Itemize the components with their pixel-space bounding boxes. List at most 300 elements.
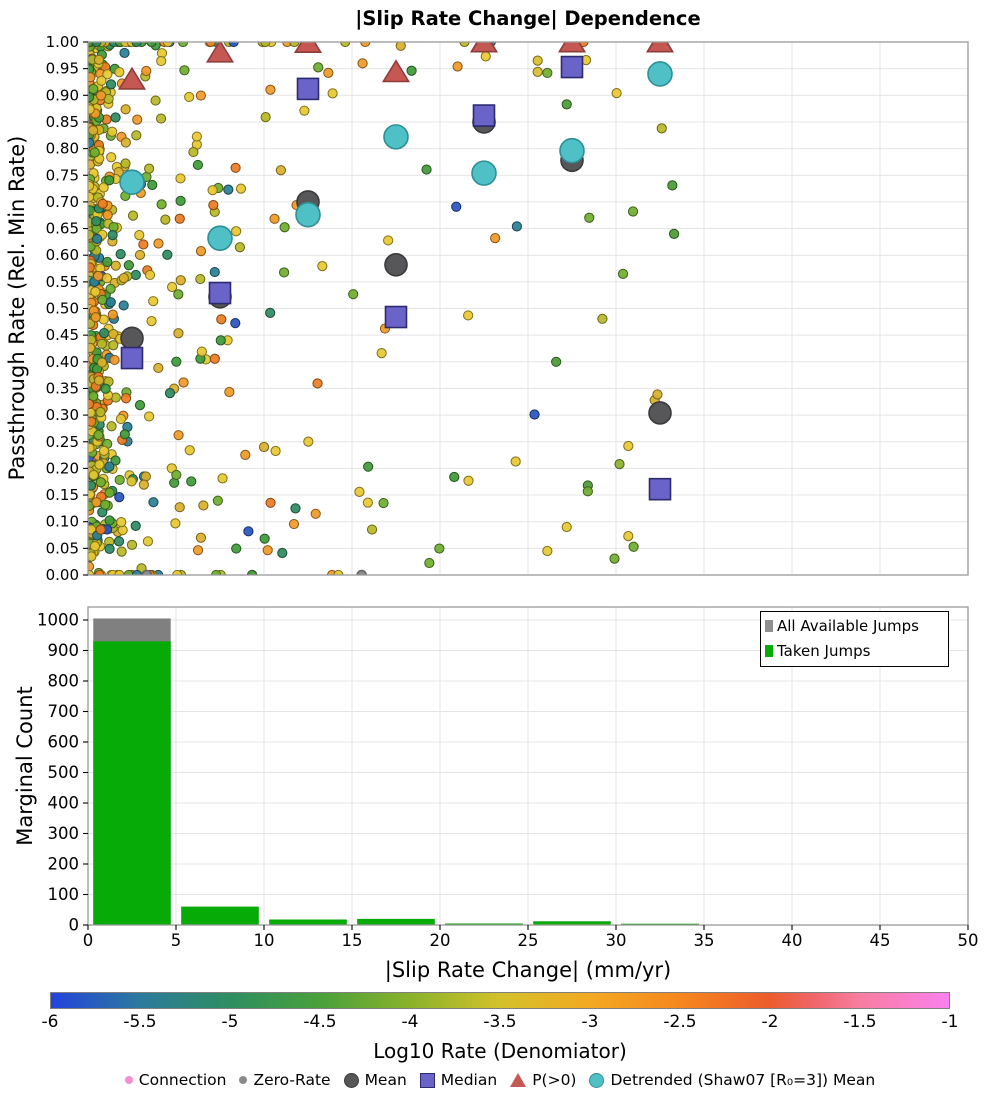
colorbar-tick-label: -2: [761, 1012, 779, 1032]
connection-point: [135, 231, 144, 240]
connection-point: [185, 446, 194, 455]
detrended-circle-icon: [589, 1073, 604, 1088]
hist-xlabel: |Slip Rate Change| (mm/yr): [384, 958, 672, 982]
connection-point: [180, 66, 189, 75]
connection-point: [105, 516, 114, 525]
connection-point: [85, 490, 94, 499]
connection-point: [111, 261, 120, 270]
connection-point: [110, 355, 119, 364]
tick-label: 0.00: [45, 566, 79, 584]
connection-point: [384, 236, 393, 245]
connection-point: [669, 229, 678, 238]
connection-point: [149, 498, 158, 507]
tick-label: 0.90: [45, 86, 79, 105]
connection-point: [85, 443, 94, 452]
tick-label: 0.65: [45, 219, 79, 238]
tick-label: 0.95: [45, 59, 79, 78]
connection-point: [100, 329, 109, 338]
connection-point: [213, 496, 222, 505]
connection-point: [585, 213, 594, 222]
p-0--marker: [383, 61, 408, 82]
tick-label: 300: [47, 824, 79, 843]
connection-point: [84, 192, 93, 201]
connection-point: [562, 522, 571, 531]
colorbar-tick-label: -6: [41, 1012, 59, 1032]
tick-label: 0.45: [45, 326, 79, 345]
connection-point: [318, 262, 327, 271]
connection-point: [491, 234, 500, 243]
connection-point: [131, 521, 140, 530]
connection-point: [241, 450, 250, 459]
tick-label: 0.10: [45, 512, 79, 531]
p-gt-0-triangle-icon: [510, 1073, 526, 1087]
connection-point: [629, 542, 638, 551]
detrended-shaw07-r-3-mean-marker: [472, 161, 496, 185]
connection-point: [143, 537, 152, 546]
connection-point: [291, 504, 300, 513]
detrended-shaw07-r-3-mean-marker: [384, 125, 408, 149]
tick-label: 600: [47, 732, 79, 752]
median-marker: [298, 78, 319, 99]
connection-point: [196, 274, 205, 283]
connection-point: [114, 537, 123, 546]
connection-point: [358, 59, 367, 68]
tick-label: 1000: [37, 610, 79, 630]
connection-point: [435, 544, 444, 553]
connection-point: [127, 540, 136, 549]
connection-point: [324, 68, 333, 77]
connection-point: [131, 270, 140, 279]
connection-point: [97, 358, 106, 367]
tick-label: 0.20: [45, 459, 79, 478]
connection-point: [452, 202, 461, 211]
connection-point: [562, 100, 571, 109]
connection-point: [379, 498, 388, 507]
connection-point: [156, 114, 165, 123]
connection-point: [216, 336, 225, 345]
connection-point: [95, 460, 104, 469]
connection-point: [115, 475, 124, 484]
mean-marker: [649, 402, 671, 424]
connection-point: [266, 498, 275, 507]
detrended-shaw07-r-3-mean-marker: [120, 170, 144, 194]
connection-point: [668, 181, 677, 190]
tick-label: 900: [47, 641, 79, 660]
connection-point: [530, 410, 539, 419]
tick-label: 1.00: [45, 33, 79, 51]
tick-label: 0: [82, 931, 94, 950]
connection-point: [151, 96, 160, 105]
detrended-shaw07-r-3-mean-marker: [648, 62, 672, 86]
connection-point: [145, 164, 154, 173]
connection-point: [552, 357, 561, 366]
legend-item-zero-rate: [239, 1071, 330, 1089]
tick-label: 0.05: [45, 539, 79, 558]
connection-point: [276, 166, 285, 175]
connection-point: [119, 273, 128, 282]
connection-point: [145, 270, 154, 279]
legend-item-median: [420, 1071, 497, 1089]
connection-point: [132, 131, 141, 140]
tick-label: 0.35: [45, 379, 79, 398]
connection-point: [145, 412, 154, 421]
tick-label: 0.60: [45, 246, 79, 265]
connection-point: [135, 250, 144, 259]
connection-point: [165, 389, 174, 398]
tick-label: 40: [781, 931, 803, 950]
connection-point: [453, 62, 462, 71]
connection-point: [232, 227, 241, 236]
connection-point: [174, 290, 183, 299]
connection-point: [116, 414, 125, 423]
connection-point: [628, 207, 637, 216]
colorbar-tick-label: -5.5: [123, 1012, 157, 1032]
connection-point: [142, 66, 151, 75]
colorbar-tick-label: -4.5: [303, 1012, 337, 1032]
legend-label: Detrended (Shaw07 [R₀=3]) Mean: [610, 1071, 876, 1089]
connection-point: [94, 376, 103, 385]
connection-point: [231, 319, 240, 328]
connection-point: [377, 349, 386, 358]
median-marker: [386, 307, 407, 328]
connection-point: [300, 106, 309, 115]
tick-label: 45: [869, 931, 891, 950]
tick-label: 800: [47, 671, 79, 691]
connection-point: [115, 68, 124, 77]
connection-point: [193, 546, 202, 555]
hist-legend-item-taken: [765, 640, 944, 662]
connection-point: [139, 240, 148, 249]
legend-label: P(>0): [532, 1071, 577, 1089]
connection-point: [108, 127, 117, 136]
connection-point: [120, 48, 129, 57]
tick-label: 20: [429, 931, 451, 950]
connection-point: [97, 339, 106, 348]
tick-label: 400: [47, 793, 79, 813]
connection-point: [261, 113, 270, 122]
connection-point: [266, 85, 275, 94]
connection-point: [189, 147, 198, 156]
connection-point: [163, 250, 172, 259]
hist-legend: [760, 611, 949, 667]
tick-label: 700: [47, 702, 79, 721]
connection-point: [105, 462, 114, 471]
connection-point: [266, 308, 275, 317]
median-square-icon: [420, 1073, 435, 1088]
connection-point: [259, 442, 268, 451]
scatter-ylabel: Passthrough Rate (Rel. Min Rate): [5, 135, 29, 481]
p-0--marker: [559, 31, 584, 52]
connection-point: [85, 263, 94, 272]
connection-point: [657, 124, 666, 133]
colorbar-tick-label: -4: [401, 1012, 419, 1032]
connection-point: [147, 317, 156, 326]
median-marker: [122, 348, 143, 369]
figure-legend: [0, 1071, 1000, 1089]
mean-circle-icon: [344, 1073, 359, 1088]
connection-point: [176, 174, 185, 183]
connection-point: [85, 105, 94, 114]
connection-point: [225, 387, 234, 396]
connection-point: [154, 363, 163, 372]
tick-label: 500: [47, 763, 79, 782]
connection-point: [94, 430, 103, 439]
chart-title: |Slip Rate Change| Dependence: [355, 7, 701, 30]
connection-point: [224, 185, 233, 194]
connection-point: [92, 217, 101, 226]
tick-label: 100: [47, 885, 79, 904]
connection-point: [121, 159, 130, 168]
connection-point: [235, 243, 244, 252]
connection-point: [280, 268, 289, 277]
connection-point: [289, 519, 298, 528]
colorbar-tick-label: -1.5: [843, 1012, 877, 1032]
connection-point: [450, 472, 459, 481]
hist-legend-label: Taken Jumps: [777, 642, 871, 660]
connection-point: [217, 315, 226, 324]
detrended-shaw07-r-3-mean-marker: [208, 226, 232, 250]
legend-label: Connection: [138, 1071, 227, 1089]
connection-point: [107, 153, 116, 162]
connection-point: [364, 462, 373, 471]
connection-point: [128, 211, 137, 220]
connection-point: [90, 148, 99, 157]
connection-point: [367, 525, 376, 534]
bar-taken-jumps: [357, 919, 434, 925]
connection-point: [172, 357, 181, 366]
connection-point: [280, 223, 289, 232]
connection-point: [196, 247, 205, 256]
mean-marker: [385, 254, 407, 276]
connection-point: [512, 222, 521, 231]
connection-point: [185, 92, 194, 101]
connection-point: [94, 55, 103, 64]
connection-point: [103, 210, 112, 219]
connection-point: [124, 261, 133, 270]
connection-point: [231, 163, 240, 172]
connection-point: [349, 290, 358, 299]
connection-point: [218, 474, 227, 483]
tick-label: 0.15: [45, 486, 79, 505]
connection-point: [96, 91, 105, 100]
legend-label: Zero-Rate: [253, 1071, 331, 1089]
connection-point: [105, 544, 114, 553]
connection-point: [175, 214, 184, 223]
tick-label: 15: [341, 931, 363, 950]
connection-point: [176, 196, 185, 205]
connection-dot-icon: [125, 1076, 133, 1084]
connection-point: [174, 431, 183, 440]
connection-point: [598, 314, 607, 323]
connection-point: [355, 487, 364, 496]
connection-point: [232, 544, 241, 553]
connection-point: [197, 347, 206, 356]
median-marker: [562, 57, 583, 78]
detrended-shaw07-r-3-mean-marker: [296, 203, 320, 227]
connection-point: [196, 91, 205, 100]
tick-label: 0.80: [45, 139, 79, 158]
legend-label: Median: [440, 1071, 498, 1089]
connection-point: [533, 56, 542, 65]
connection-point: [618, 269, 627, 278]
connection-point: [89, 470, 98, 479]
connection-point: [481, 52, 490, 61]
tick-label: 50: [957, 931, 979, 950]
hist-legend-item-all-available: [765, 615, 944, 637]
connection-point: [260, 534, 269, 543]
connection-point: [90, 542, 99, 551]
connection-point: [612, 89, 621, 98]
connection-point: [270, 214, 279, 223]
connection-point: [96, 525, 105, 534]
mean-marker: [121, 327, 143, 349]
connection-point: [314, 63, 323, 72]
detrended-shaw07-r-3-mean-marker: [560, 139, 584, 163]
connection-point: [149, 297, 158, 306]
colorbar-tick-label: -3: [581, 1012, 599, 1032]
connection-point: [99, 446, 108, 455]
colorbar-tick-label: -2.5: [663, 1012, 697, 1032]
connection-point: [97, 76, 106, 85]
connection-point: [175, 503, 184, 512]
tick-label: 0.85: [45, 112, 79, 131]
connection-point: [624, 441, 633, 450]
bar-taken-jumps: [93, 641, 170, 925]
connection-point: [236, 184, 245, 193]
connection-point: [148, 180, 157, 189]
median-marker: [650, 479, 671, 500]
connection-point: [154, 239, 163, 248]
connection-point: [157, 56, 166, 65]
connection-point: [106, 284, 115, 293]
connection-point: [610, 554, 619, 563]
connection-point: [278, 548, 287, 557]
connection-point: [84, 93, 93, 102]
connection-point: [120, 430, 129, 439]
tick-label: 0.75: [45, 166, 79, 185]
connection-point: [121, 394, 130, 403]
connection-point: [193, 160, 202, 169]
tick-label: 30: [605, 931, 627, 950]
connection-point: [533, 67, 542, 76]
connection-point: [543, 68, 552, 77]
connection-point: [111, 113, 120, 122]
colorbar-label: Log10 Rate (Denomiator): [373, 1039, 627, 1063]
connection-point: [192, 132, 201, 141]
legend-item-connection: [125, 1071, 227, 1089]
connection-point: [105, 176, 114, 185]
connection-point: [174, 329, 183, 338]
p-0--marker: [647, 31, 672, 52]
tick-label: 0.40: [45, 352, 79, 371]
hist-legend-label: All Available Jumps: [777, 617, 919, 635]
connection-point: [98, 295, 107, 304]
connection-point: [271, 446, 280, 455]
tick-label: 10: [253, 931, 275, 950]
tick-label: 5: [170, 931, 182, 950]
connection-point: [101, 500, 110, 509]
connection-point: [263, 546, 272, 555]
connection-point: [84, 399, 93, 408]
tick-label: 0: [68, 915, 79, 935]
connection-point: [139, 480, 148, 489]
colorbar-tick-label: -5: [221, 1012, 239, 1032]
taken-jumps-swatch-icon: [765, 645, 773, 657]
connection-point: [101, 384, 110, 393]
hist-bars-layer: [93, 618, 698, 925]
connection-point: [84, 181, 93, 190]
connection-point: [422, 165, 431, 174]
connection-point: [115, 493, 124, 502]
connection-point: [187, 477, 196, 486]
colorbar-tick-label: -1: [941, 1012, 959, 1032]
connection-point: [84, 562, 93, 571]
connection-point: [86, 408, 95, 417]
connection-point: [107, 422, 116, 431]
tick-label: 0.55: [45, 272, 79, 291]
connection-point: [167, 282, 176, 291]
connection-point: [208, 186, 217, 195]
connection-point: [88, 126, 97, 135]
connection-point: [92, 498, 101, 507]
connection-point: [199, 501, 208, 510]
connection-point: [98, 199, 107, 208]
connection-point: [85, 138, 94, 147]
connection-point: [210, 267, 219, 276]
connection-point: [583, 487, 592, 496]
connection-point: [119, 301, 128, 310]
connection-point: [511, 457, 520, 466]
connection-point: [196, 533, 205, 542]
connection-point: [121, 138, 130, 147]
connection-point: [304, 437, 313, 446]
all-available-jumps-swatch-icon: [765, 620, 773, 632]
hist-ylabel: Marginal Count: [13, 686, 37, 846]
median-marker: [474, 105, 495, 126]
connection-point: [96, 478, 105, 487]
tick-label: 25: [517, 931, 539, 950]
connection-point: [161, 215, 170, 224]
connection-point: [615, 460, 624, 469]
connection-point: [86, 73, 95, 82]
connection-point: [311, 509, 320, 518]
connection-point: [127, 477, 136, 486]
connection-point: [172, 470, 181, 479]
connection-point: [117, 547, 126, 556]
connection-point: [106, 298, 115, 307]
scatter-summary-layer: [119, 31, 672, 580]
connection-point: [133, 115, 142, 124]
connection-point: [543, 546, 552, 555]
zero-rate-dot-icon: [239, 1076, 247, 1084]
tick-label: 0.50: [45, 299, 79, 318]
connection-point: [653, 390, 662, 399]
legend-item-detrended: [589, 1071, 875, 1089]
tick-label: 200: [47, 854, 79, 874]
connection-point: [171, 519, 180, 528]
connection-point: [108, 230, 117, 239]
tick-label: 0.30: [45, 406, 79, 425]
connection-point: [407, 66, 416, 75]
colorbar: [50, 992, 950, 1009]
legend-item-p-gt-0: [510, 1071, 576, 1089]
connection-point: [86, 343, 95, 352]
connection-point: [176, 276, 185, 285]
tick-label: 0.70: [45, 192, 79, 211]
bar-taken-jumps: [181, 907, 258, 925]
connection-point: [624, 531, 633, 540]
connection-point: [105, 488, 114, 497]
